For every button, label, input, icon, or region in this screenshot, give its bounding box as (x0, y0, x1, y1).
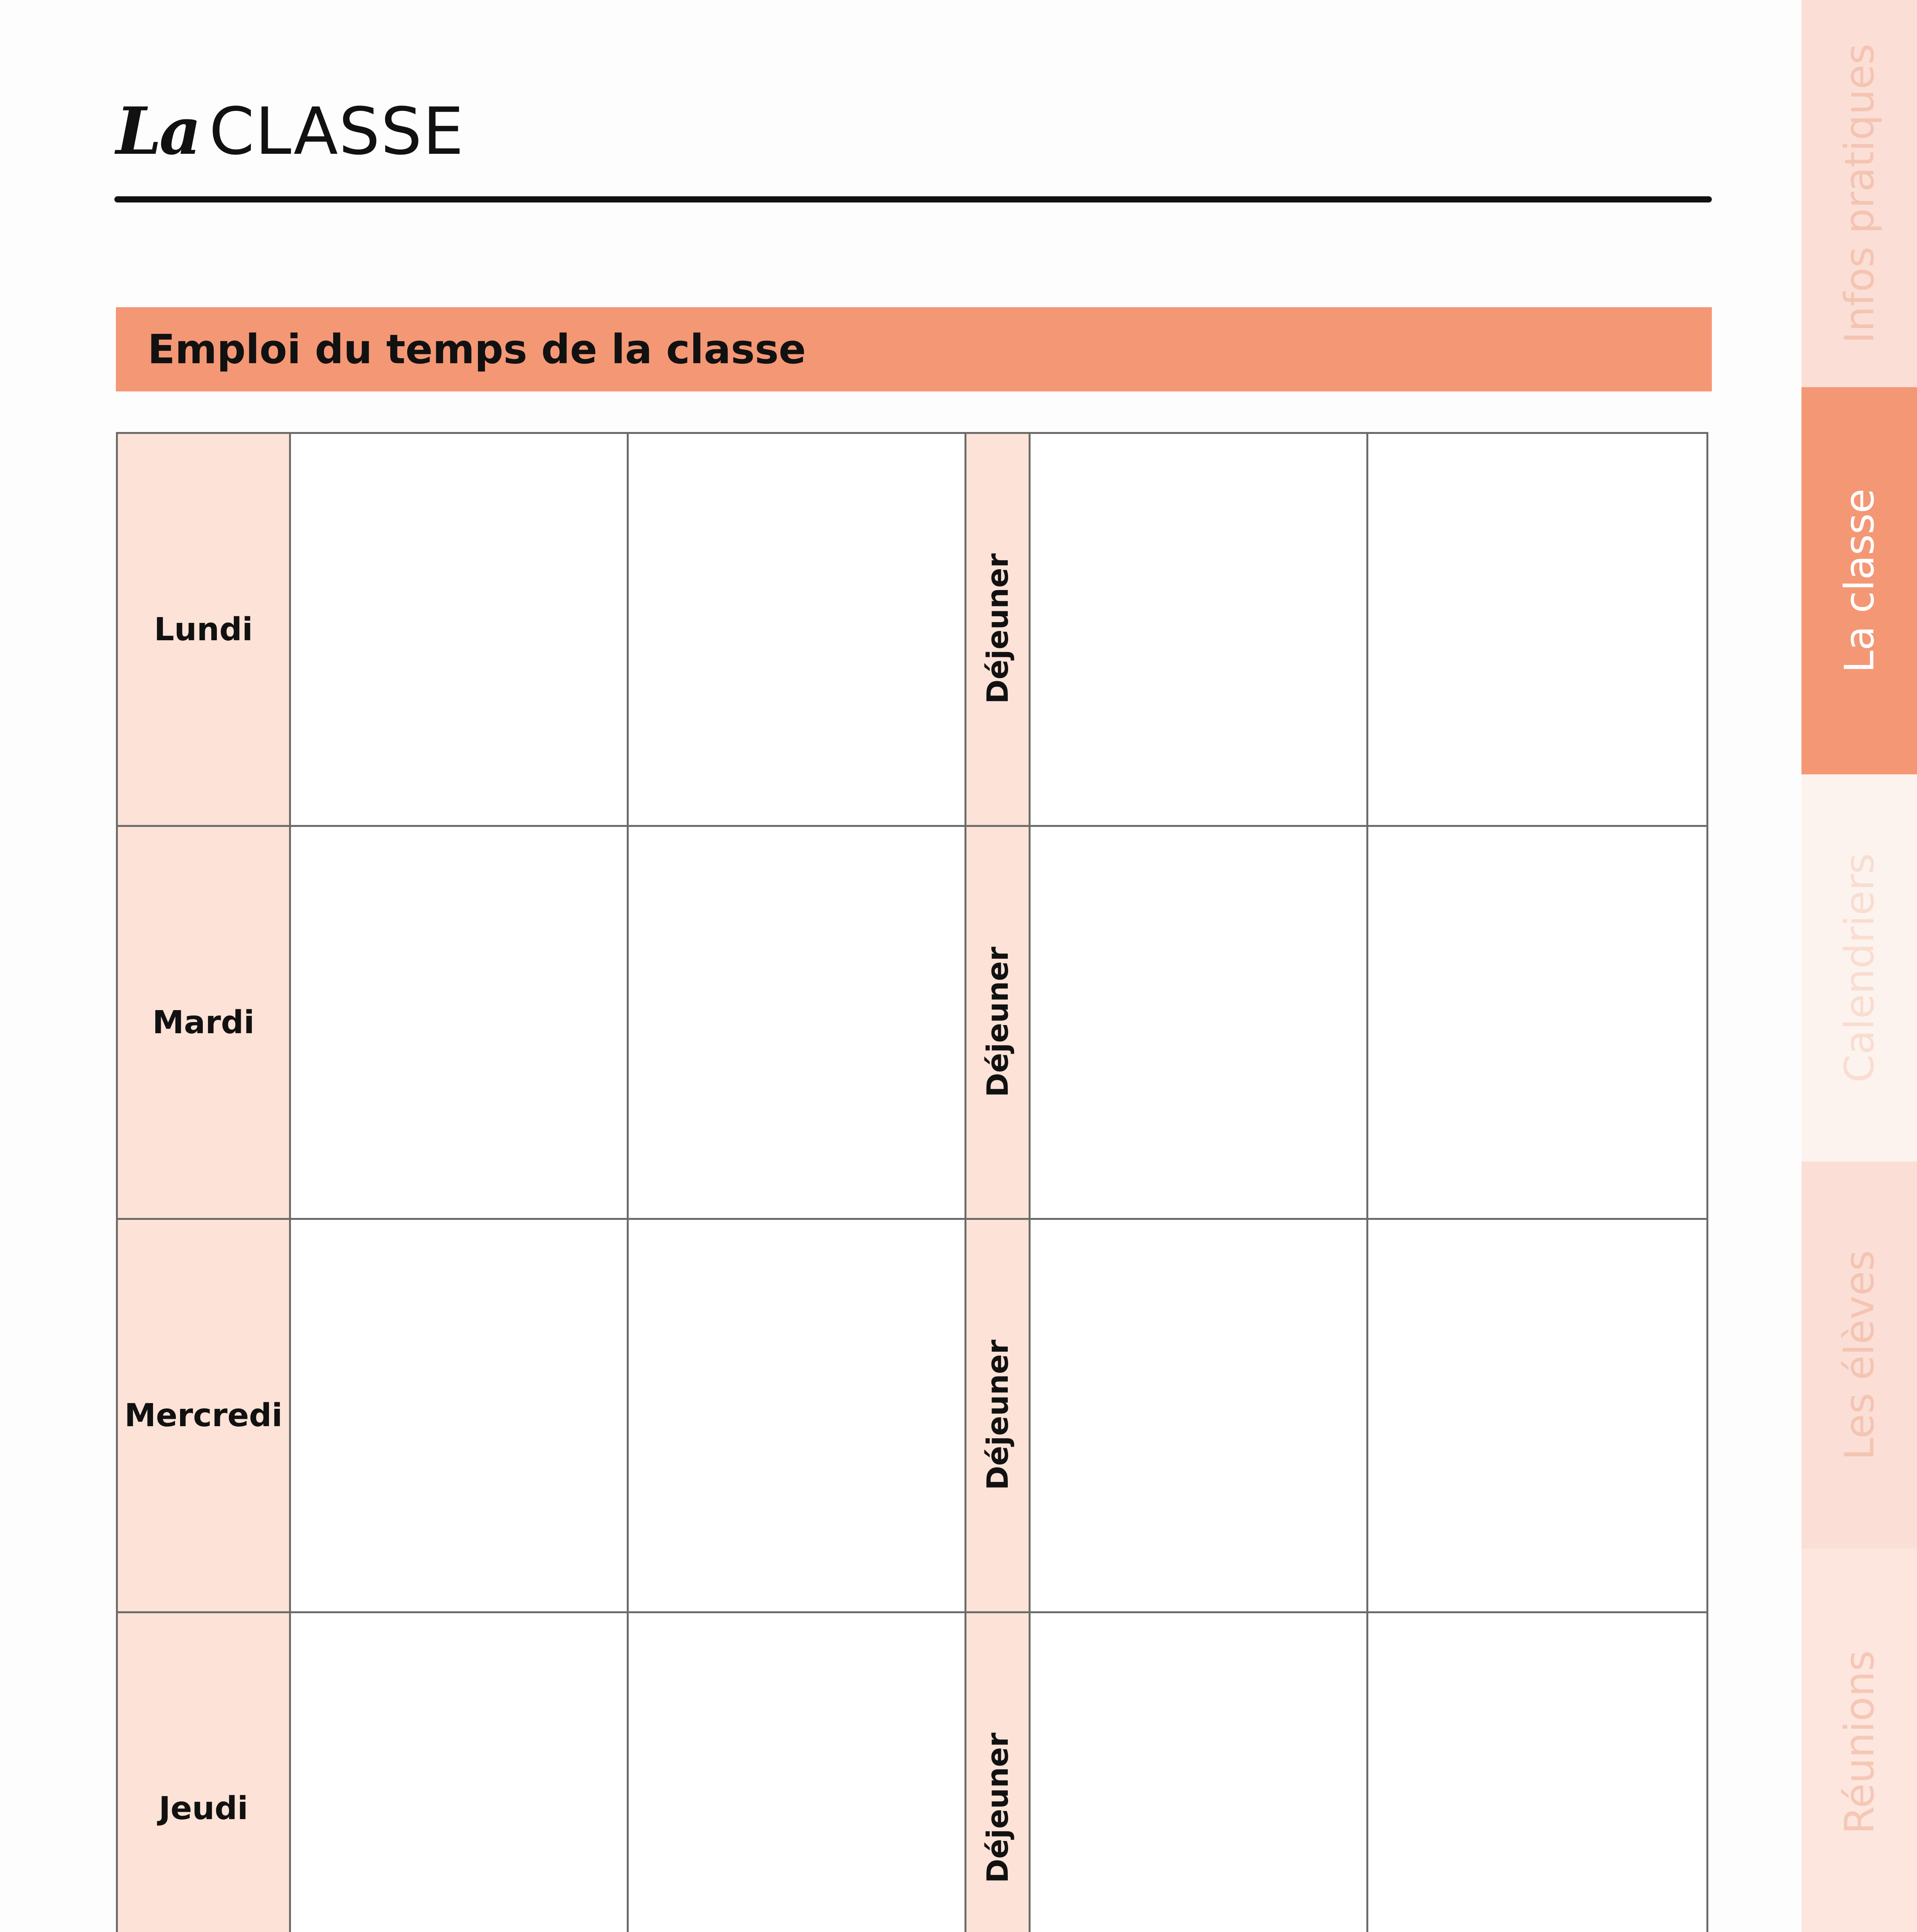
page-title-main: CLASSE (209, 94, 465, 169)
timetable-slot[interactable] (628, 433, 966, 826)
lunch-label: Déjeuner (980, 1339, 1015, 1490)
side-tab-reunions[interactable] (1801, 1549, 1917, 1932)
section-title: Emploi du temps de la classe (148, 326, 806, 373)
timetable-row (117, 433, 1708, 826)
lunch-label: Déjeuner (980, 1732, 1015, 1883)
timetable-slot[interactable] (1030, 826, 1368, 1219)
side-tab-la-classe[interactable] (1801, 387, 1917, 774)
lunch-cell (966, 826, 1030, 1219)
section-banner (116, 307, 1712, 391)
lunch-cell (966, 433, 1030, 826)
side-tab-les-eleves[interactable] (1801, 1162, 1917, 1549)
page-title (116, 93, 465, 169)
timetable-slot[interactable] (1030, 1612, 1368, 1932)
lunch-label: Déjeuner (980, 946, 1015, 1097)
side-tab-infos-pratiques[interactable] (1801, 0, 1917, 387)
day-label: Lundi (117, 433, 290, 826)
lunch-cell (966, 1612, 1030, 1932)
side-tab-label: La classe (1835, 488, 1883, 673)
title-underline (114, 196, 1712, 202)
page-title-prefix: La (116, 93, 199, 169)
side-tab-label: Réunions (1835, 1650, 1883, 1835)
timetable-row (117, 1612, 1708, 1932)
day-label: Mardi (117, 826, 290, 1219)
timetable-slot[interactable] (290, 433, 628, 826)
lunch-label: Déjeuner (980, 553, 1015, 704)
timetable-row (117, 1219, 1708, 1612)
timetable-slot[interactable] (628, 1219, 966, 1612)
timetable-slot[interactable] (1368, 1219, 1708, 1612)
timetable-row (117, 826, 1708, 1219)
timetable-slot[interactable] (1368, 1612, 1708, 1932)
timetable-slot[interactable] (1368, 826, 1708, 1219)
timetable-slot[interactable] (290, 1219, 628, 1612)
day-label: Mercredi (117, 1219, 290, 1612)
side-tab-label: Calendriers (1835, 853, 1883, 1083)
timetable-slot[interactable] (628, 826, 966, 1219)
timetable-grid (116, 432, 1708, 1932)
timetable-slot[interactable] (1368, 433, 1708, 826)
timetable-slot[interactable] (1030, 1219, 1368, 1612)
side-tabs-nav (1801, 0, 1917, 1932)
timetable-slot[interactable] (1030, 433, 1368, 826)
side-tab-calendriers[interactable] (1801, 774, 1917, 1162)
side-tab-label: Les élèves (1835, 1250, 1883, 1460)
timetable-slot[interactable] (290, 1612, 628, 1932)
day-label: Jeudi (117, 1612, 290, 1932)
side-tab-label: Infos pratiques (1835, 43, 1883, 344)
lunch-cell (966, 1219, 1030, 1612)
timetable-slot[interactable] (290, 826, 628, 1219)
timetable-slot[interactable] (628, 1612, 966, 1932)
